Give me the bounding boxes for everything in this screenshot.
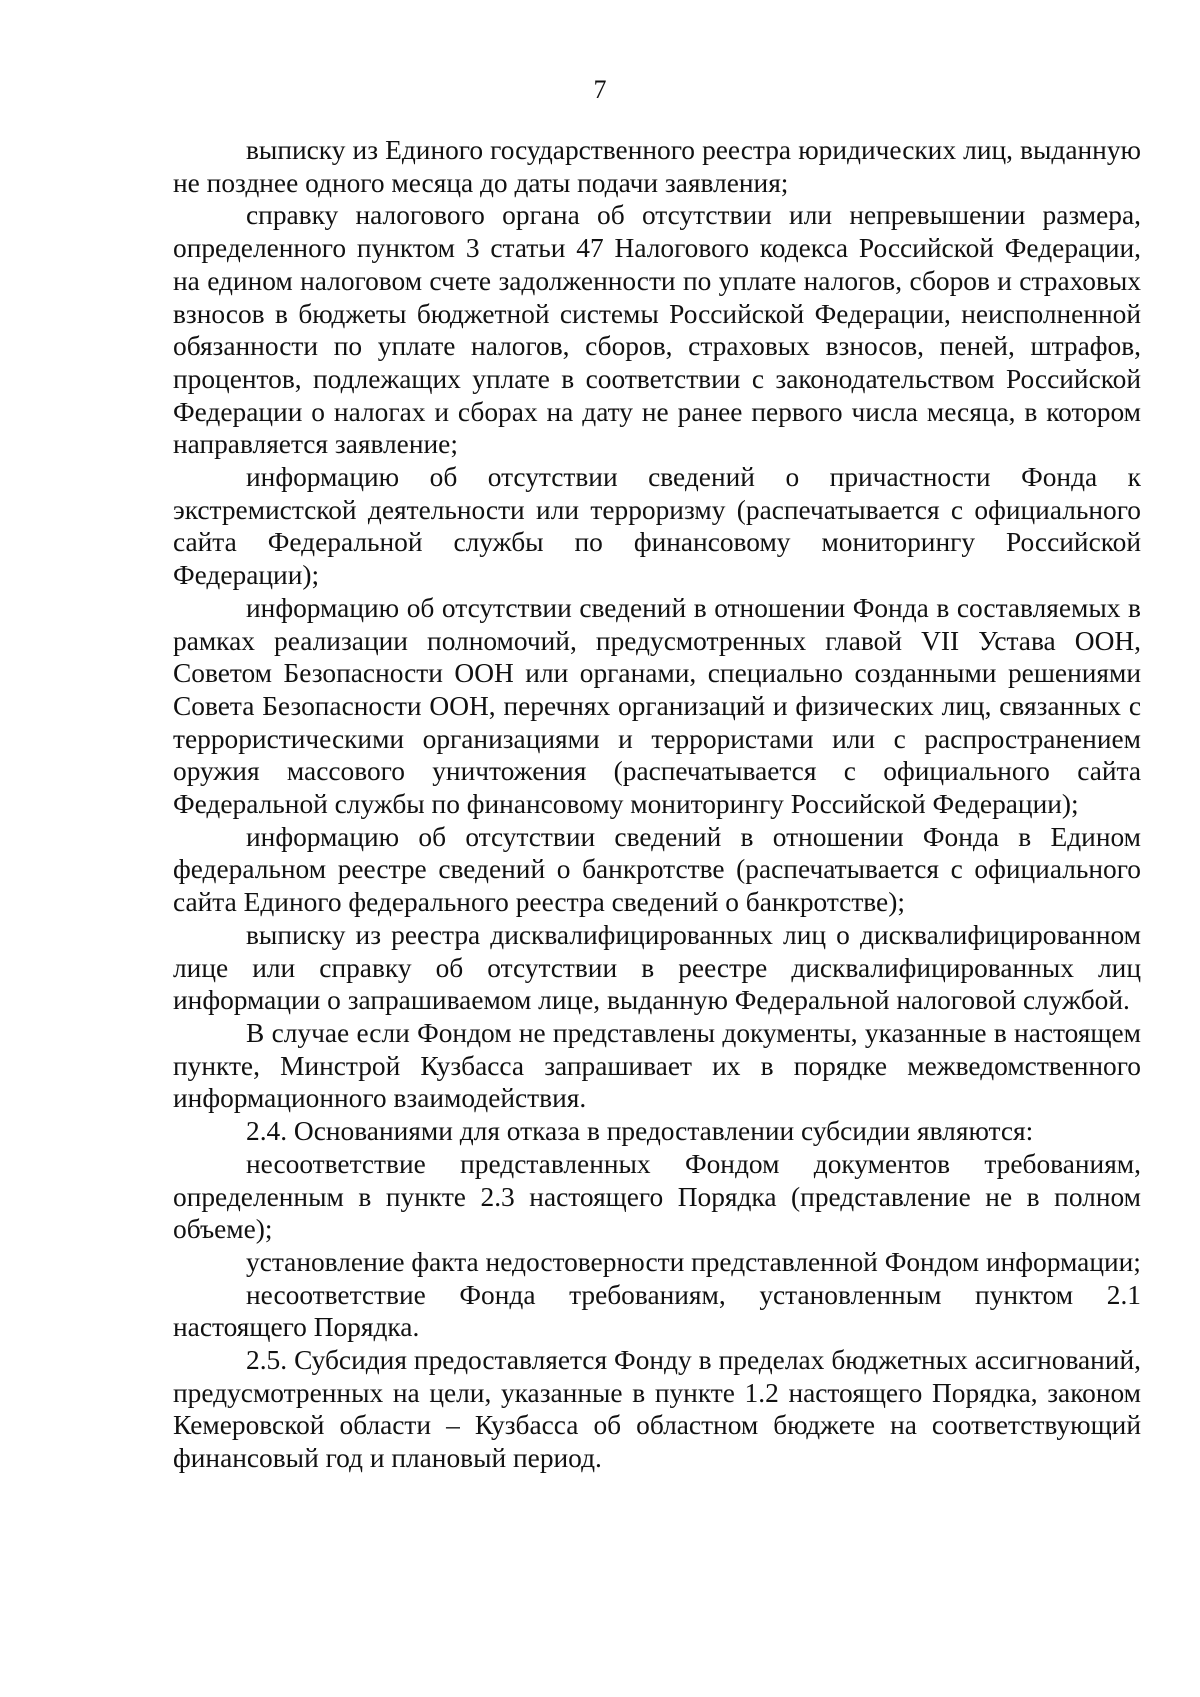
document-body <box>173 134 1141 1475</box>
paragraph-bankruptcy-info: информацию об отсутствии сведений в отношении Фонда в Едином федеральном реестре сведений о банкротстве (распечатывается с официального сайта Единого федерального реестра сведений о банкротстве); <box>173 821 1141 918</box>
paragraph-disqualified-registry: выписку из реестра дисквалифицированных лиц о дисквалифицированном лице или справку об отсутствии в реестре дисквалифицированных лиц информации о запрашиваемом лице, выданную Федеральной налоговой службой. <box>173 919 1141 1016</box>
paragraph-egrul-extract: выписку из Единого государственного реестра юридических лиц, выданную не позднее одного месяца до даты подачи заявления; <box>173 135 1141 198</box>
page-number: 7 <box>593 75 607 104</box>
paragraph-section-2-4: 2.4. Основаниями для отказа в предоставлении субсидии являются: <box>246 1116 1034 1147</box>
paragraph-interagency-request: В случае если Фондом не представлены документы, указанные в настоящем пункте, Минстрой Кузбасса запрашивает их в порядке межведомственного информационного взаимодействия. <box>173 1017 1141 1114</box>
paragraph-un-lists-info: информацию об отсутствии сведений в отношении Фонда в составляемых в рамках реализации полномочий, предусмотренных главой VII Устава ООН, Советом Безопасности ООН или органами, специально созданными решениями Совета Безопасности ООН, перечнях организаций и физических лиц, связанных с террористическими организациями и террористами или с распространением оружия массового уничтожения (распечатывается с официального сайта Федеральной службы по финансовому мониторингу Российской Федерации); <box>173 592 1141 820</box>
paragraph-tax-certificate: справку налогового органа об отсутствии или непревышении размера, определенного пунктом 3 статьи 47 Налогового кодекса Российской Федерации, на едином налоговом счете задолженности по уплате налогов, сборов и страховых взносов в бюджеты бюджетной системы Российской Федерации, неисполненной обязанности по уплате налогов, сборов, страховых взносов, пеней, штрафов, процентов, подлежащих уплате в соответствии с законодательством Российской Федерации о налогах и сборах на дату не ранее первого числа месяца, в котором направляется заявление; <box>173 200 1141 460</box>
paragraph-documents-mismatch: несоответствие представленных Фондом документов требованиям, определенным в пункте 2.3 настоящего Порядка (представление не в полном объеме); <box>173 1148 1141 1245</box>
paragraph-requirements-mismatch: несоответствие Фонда требованиям, установленным пунктом 2.1 настоящего Порядка. <box>173 1279 1141 1343</box>
paragraph-section-2-5: 2.5. Субсидия предоставляется Фонду в пределах бюджетных ассигнований, предусмотренных на цели, указанные в пункте 1.2 настоящего Порядка, законом Кемеровской области – Кузбасса об областном бюджете на соответствующий финансовый год и плановый период. <box>173 1345 1141 1474</box>
paragraph-extremism-info: информацию об отсутствии сведений о причастности Фонда к экстремистской деятельности или терроризму (распечатывается с официального сайта Федеральной службы по финансовому мониторингу Российской Федерации); <box>173 462 1141 591</box>
paragraph-unreliable-info: установление факта недостоверности представленной Фондом информации; <box>246 1246 1141 1277</box>
